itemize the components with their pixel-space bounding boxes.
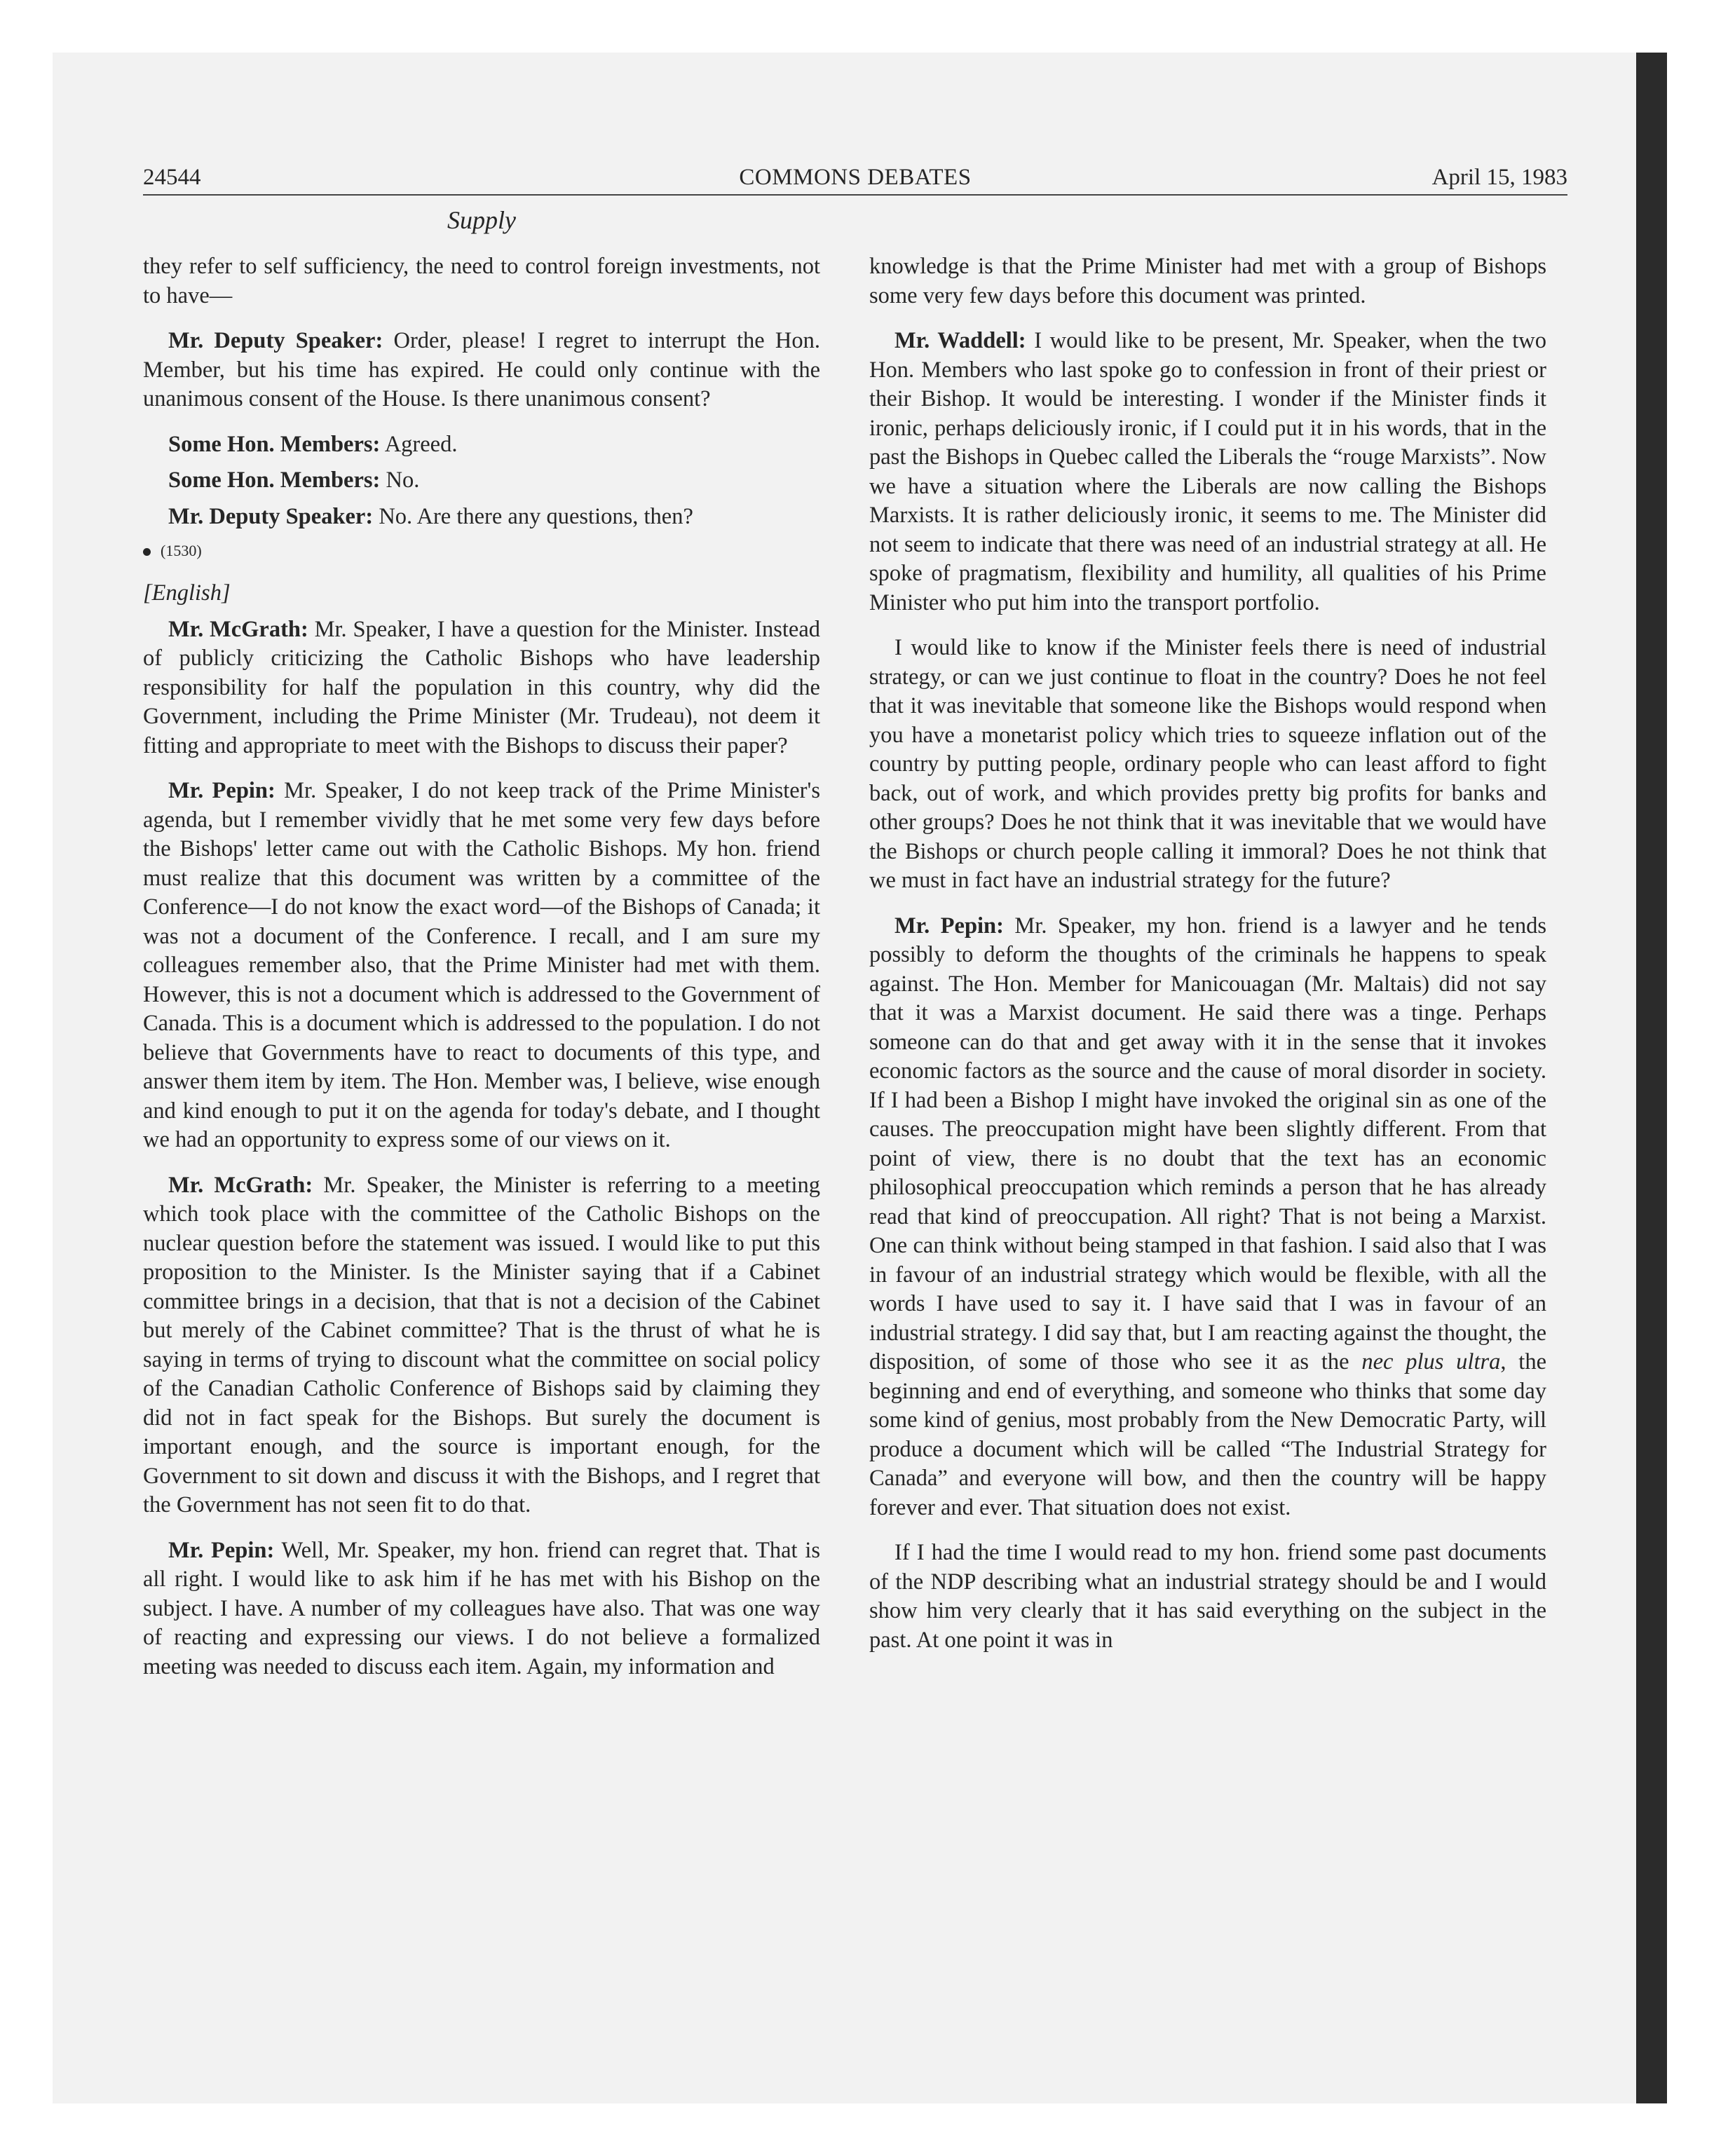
latin-phrase: nec plus ultra: [1361, 1349, 1501, 1374]
paragraph: knowledge is that the Prime Minister had met with a group of Bishops some very few days before this document was printed.: [869, 254, 1546, 308]
paragraph: they refer to self sufficiency, the need to control foreign investments, not to have—: [143, 254, 820, 308]
bullet-dot-icon: [143, 548, 151, 556]
publication-date: April 15, 1983: [1431, 165, 1567, 190]
speech-text: Mr. Speaker, the Minister is referring to a meeting which took place with the committee of the Catholic Bishops on the nuclear question before the statement was issued. I would like to put this proposition to the Minister. Is the Minister saying that if a Cabinet committee brings in a decision, that that is not a decision of the Cabinet but merely of the Cabinet committee? That is the thrust of what he is saying in terms of trying to discount what the committee on social policy of the Canadian Catholic Conference of Bishops said by claiming they did not in fact speak for the Bishops. But surely the document is important enough, and the source is important enough, for the Government to sit down and discuss it with the Bishops, and I regret that the Government has not seen fit to do that.: [143, 1172, 820, 1517]
speech-text: Mr. Speaker, I have a question for the Minister. Instead of publicly criticizing the Catholic Bishops who have leadership responsibility for half the population in this country, why did the Government, including the Prime Minister (Mr. Trudeau), not deem it fitting and appropriate to meet with the Bishops to discuss their paper?: [143, 616, 820, 758]
speech-text: Well, Mr. Speaker, my hon. friend can regret that. That is all right. I would like to ask him if he has met with his Bishop on the subject. I have. A number of my colleagues have also. That was one way of reacting and expressing our views. I do not believe a formalized meeting was needed to discuss each item. Again, my information and: [143, 1537, 820, 1679]
left-column: [143, 252, 820, 1698]
speaker-name: Mr. Pepin:: [168, 778, 275, 803]
speech-text: Agreed.: [380, 431, 458, 457]
speech-text: Mr. Speaker, I do not keep track of the Prime Minister's agenda, but I remember vividly that he met some very few days before the Bishops' letter came out with the Catholic Bishops. My hon. friend must realize that this document was written by a committee of the Conference—I do not know the exact word—of the Bishops of Canada; it was not a document of the Conference. I recall, and I am sure my colleagues remember also, that the Prime Minister had met with them. However, this is not a document which is addressed to the Government of Canada. This is a document which is addressed to the population. I do not believe that Governments have to react to documents of this type, and answer them item by item. The Hon. Member was, I believe, wise enough and kind enough to put it on the agenda for today's debate, and I thought we had an opportunity to express some of our views on it.: [143, 778, 821, 1152]
time-marker: [143, 538, 820, 564]
speech: [143, 466, 820, 496]
speaker-name: Mr. McGrath:: [168, 1172, 313, 1198]
page-header: [143, 160, 1567, 195]
speech-text: Mr. Speaker, my hon. friend is a lawyer and he tends possibly to deform the thoughts of the criminals he happens to speak against. The Hon. Member for Manicouagan (Mr. Maltais) did not say that it was a Marxist document. He said there was a tinge. Perhaps someone can do that and get away with it in the sense that it invokes economic factors as the source and the cause of moral disorder in society. If I had been a Bishop I might have invoked the original sin as one of the causes. The preoccupation might have been slightly different. From that point of view, there is no doubt that the text has an economic philosophical preoccupation which reminds a person that he has already read that kind of preoccupation. All right? That is not being a Marxist. One can think without being stamped in that fashion. I said also that I was in favour of an industrial strategy which would be flexible, with all the words I have used to say it. I have said that I was in favour of an industrial strategy. I did say that, but I am reacting against the thought, the disposition, of some of those who see it as the: [869, 913, 1547, 1374]
speech-text: I would like to be present, Mr. Speaker, when the two Hon. Members who last spoke go to confession in front of their priest or their Bishop. It would be interesting. I wonder if the Minister finds it ironic, perhaps deliciously ironic, if I could put it in his words, that in the past the Bishops in Quebec called the Liberals the “rouge Marxists”. Now we have a situation where the Liberals are now calling the Bishops Marxists. It is rather deliciously ironic, it seems to me. The Minister did not seem to indicate that there was need of an industrial strategy at all. He spoke of pragmatism, flexibility and humility, all qualities of his Prime Minister who put him into the transport portfolio.: [869, 328, 1546, 615]
speaker-name: Mr. Pepin:: [894, 913, 1004, 939]
header-rule: [143, 194, 1567, 196]
publication-title: COMMONS DEBATES: [739, 165, 972, 190]
speech-text: Order, please! I regret to interrupt the Hon. Member, but his time has expired. He could only continue with the unanimous consent of the House. Is there unanimous consent?: [143, 328, 821, 411]
scan-edge-bar: [1636, 53, 1667, 2103]
speech: [143, 430, 820, 460]
speech: [143, 777, 820, 1155]
speaker-name: Mr. Waddell:: [894, 328, 1026, 353]
speaker-name: Mr. Pepin:: [168, 1537, 275, 1563]
speech-text: No. Are there any questions, then?: [373, 503, 693, 529]
speech: [869, 912, 1546, 1523]
speech: [143, 327, 820, 414]
speech-text: No.: [380, 468, 420, 493]
paragraph: I would like to know if the Minister feels there is need of industrial strategy, or can we just continue to float in the country? Does he not feel that it was inevitable that someone like the Bishops would respond when you have a monetarist policy which tries to squeeze inflation out of the country by putting people, ordinary people who can least afford to fight back, out of work, and which provides pretty big profits for banks and other groups? Does he not think that it was inevitable that we would have the Bishops or church people calling it immoral? Does he not think that we must in fact have an industrial strategy for the future?: [869, 635, 1546, 893]
speech: [143, 503, 820, 532]
speaker-name: Mr. McGrath:: [168, 616, 308, 642]
speaker-name: Some Hon. Members:: [168, 431, 381, 457]
speech: [143, 615, 820, 761]
speech-text: , the beginning and end of everything, and someone who thinks that some day some kind of genius, most probably from the New Democratic Party, will produce a document which will be called “The Industrial Strategy for Canada” and everyone will bow, and then the country will be happy forever and ever. That situation does not exist.: [869, 1349, 1546, 1520]
speaker-name: Mr. Deputy Speaker:: [168, 503, 374, 529]
language-label: [English]: [143, 580, 231, 606]
speaker-name: Mr. Deputy Speaker:: [168, 328, 383, 353]
speech: [143, 1536, 820, 1682]
page-number: 24544: [143, 165, 201, 190]
speaker-name: Some Hon. Members:: [168, 468, 381, 493]
right-column: [869, 252, 1546, 1671]
time-marker-text: (1530): [161, 542, 202, 559]
running-head: Supply: [447, 206, 516, 234]
speech: [869, 327, 1546, 618]
speech: [143, 1171, 820, 1520]
paragraph: If I had the time I would read to my hon. friend some past documents of the NDP describing what an industrial strategy should be and I would show him very clearly that it has said everything on the subject in the past. At one point it was in: [869, 1540, 1546, 1653]
